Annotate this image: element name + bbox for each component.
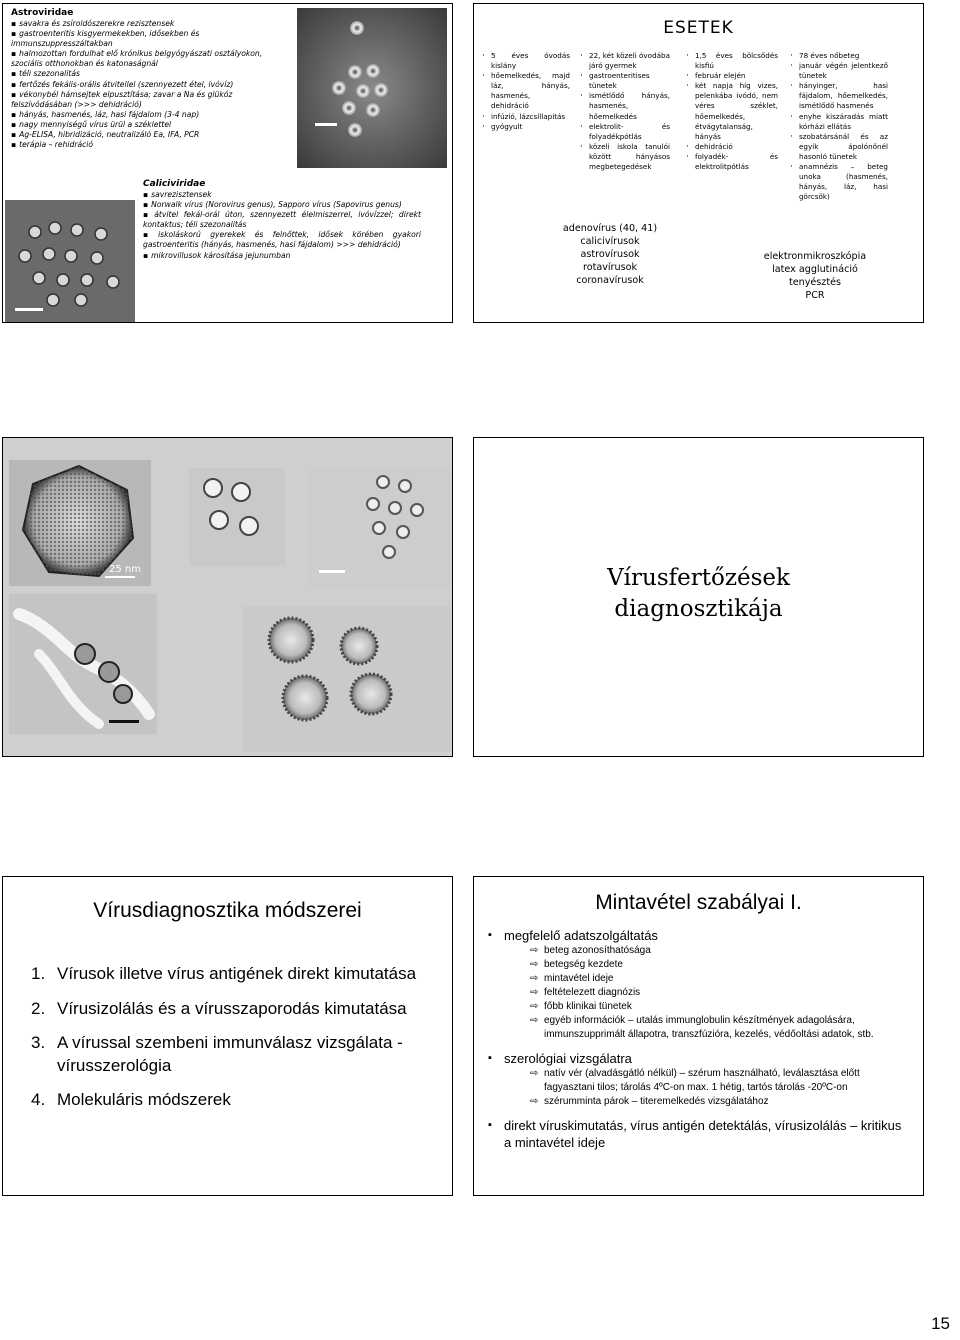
astroviridae-text — [11, 8, 286, 150]
diagnosztika-title-line2: diagnosztikája — [614, 596, 783, 622]
astro-item: ▪ gastroenteritis kisgyermekekben, idősekben és immunszuppresszáltakban — [11, 29, 286, 49]
scale-label: 25 nm — [109, 564, 141, 575]
case-item: · 1,5 éves bölcsődés kisfiú — [686, 51, 778, 71]
virus-item: astrovírusok — [580, 249, 640, 260]
case-item: · anamnézis – beteg unoka (hasmenés, hányás, láz, hasi görcsök) — [790, 162, 888, 202]
modszer-item — [31, 1032, 431, 1077]
astro-item: ▪ vékonybél hámsejtek elpusztítása; zavar a Na és glükóz felszívódásában (>>> dehidráció) — [11, 90, 286, 110]
calici-item: ▪ iskoláskorú gyerekek és felnőttek, idősek körében gyakori gastroenteritis (hányás, hasmenés, hasi fájdalom) >>> dehidráció) — [143, 230, 421, 250]
case-item: · elektrolit- és folyadékpótlás — [580, 122, 670, 142]
mintavetel-subitem: ⇨ szérumminta párok – titeremelkedés vizsgálatához — [530, 1096, 769, 1107]
micrograph-calicivirus-small — [189, 468, 285, 570]
mintavetel-subitem: ⇨ betegség kezdete — [530, 959, 623, 970]
modszer-num: 1. — [31, 964, 46, 983]
arrow-icon: ⇨ — [530, 1015, 539, 1026]
case-item: · szobatársánál és az egyik ápolónőnél hasonló tünetek — [790, 132, 888, 162]
calici-item: ▪ átvitel fekál-orál úton, szennyezett élelmiszerrel, ivóvízzel; direkt kontaktus; téli szezonalitás — [143, 210, 421, 230]
case-item: · hőemelkedés, majd láz, hányás, hasmenés, dehidráció — [482, 71, 570, 111]
method-item: elektronmikroszkópia — [763, 251, 867, 262]
case-item: · 22, két közeli óvodába járó gyermek — [580, 51, 670, 71]
astro-item: ▪ nagy mennyiségű vírus ürül a széklettel — [11, 120, 286, 130]
caliciviridae-text — [143, 178, 421, 261]
astro-item: ▪ fertőzés fekális-orális átvitellel (szennyezett étel, ivóvíz) — [11, 80, 286, 90]
method-item: tenyésztés — [788, 277, 842, 288]
mintavetel-section: ▪ szerológiai vizsgálatra — [488, 1050, 908, 1067]
slide-esetek — [473, 3, 924, 323]
method-item: latex agglutináció — [772, 264, 858, 275]
mintavetel-section: ▪ megfelelő adatszolgáltatás — [488, 927, 908, 944]
mintavetel-section: ▪ direkt víruskimutatás, vírus antigén detektálás, vírusizolálás – kritikus a mintavétel ideje — [488, 1117, 908, 1151]
virus-item: adenovírus (40, 41) — [562, 223, 658, 234]
mintavetel-subitem: ⇨ feltételezett diagnózis — [530, 987, 641, 998]
astro-item: ▪ Ag-ELISA, hibridizáció, neutralizáló Ea, IFA, PCR — [11, 130, 286, 140]
esetek-title: ESETEK — [663, 18, 734, 38]
case-2 — [580, 51, 670, 172]
slide-astroviridae — [2, 3, 453, 323]
slide-mintavetel — [473, 876, 924, 1196]
case-1 — [482, 51, 570, 132]
mintavetel-subitem: ⇨ főbb klinikai tünetek — [530, 1001, 632, 1012]
caliciviridae-title: Caliciviridae — [143, 179, 206, 189]
virus-item: calicivírusok — [580, 236, 640, 247]
virus-list — [550, 222, 670, 287]
modszer-num: 2. — [31, 998, 46, 1018]
case-item: · két napja híg vizes, pelenkába ivódó, nem véres széklet, hőemelkedés, étvágytalanság, hányás — [686, 81, 778, 142]
micrograph-coronavirus — [243, 606, 451, 756]
case-3 — [686, 51, 778, 172]
slide-diagnosztika-title — [473, 437, 924, 757]
case-item: · 78 éves nőbeteg — [790, 51, 888, 61]
micrograph-rotavirus — [9, 594, 157, 738]
mintavetel-subitem: ⇨ mintavétel ideje — [530, 973, 614, 984]
case-item: · gastroenteritises tünetek — [580, 71, 670, 91]
case-item: · hányinger, hasi fájdalom, hőemelkedés, ismétlődő hasmenés — [790, 81, 888, 111]
astro-item: ▪ halmozottan fordulhat elő krónikus belgyógyászati osztályokon, szociális otthonokban és katonaságnál — [11, 49, 286, 69]
diagnosztika-title — [474, 563, 923, 625]
arrow-icon: ⇨ — [530, 973, 539, 984]
arrow-icon: ⇨ — [530, 1068, 539, 1079]
micrograph-calicivirus — [5, 200, 135, 322]
case-item: · enyhe kiszáradás miatt kórházi ellátás — [790, 112, 888, 132]
case-item: · közeli iskola tanulói között hányásos megbetegedések — [580, 142, 670, 172]
modszerek-title: Vírusdiagnosztika módszerei — [93, 899, 362, 922]
mintavetel-subitem: ⇨ egyéb információk – utalás immunglobulin készítmények adagolására, immunszupprimált állapotra, transzfúzióra, kezelés, védőoltási adatok, stb. — [530, 1015, 874, 1040]
method-item: PCR — [805, 290, 825, 301]
modszer-text: Vírusok illetve vírus antigének direkt kimutatása — [57, 964, 417, 983]
astro-item: ▪ savakra és zsíroldószerekre rezisztensek — [11, 19, 286, 29]
case-item: · dehidráció — [686, 142, 778, 152]
modszer-item — [31, 998, 431, 1021]
mintavetel-subitem: ⇨ natív vér (alvadásgátló nélkül) – szérum használható, leválasztása előtt fagyasztani tilos; tárolás 4ºC-on max. 1 hétig, tartós tárolás -20ºC-on — [530, 1068, 860, 1093]
arrow-icon: ⇨ — [530, 1001, 539, 1012]
case-item: · február elején — [686, 71, 778, 81]
arrow-icon: ⇨ — [530, 987, 539, 998]
micrograph-adenovirus — [9, 460, 151, 590]
micrograph-astrovirus-top — [297, 8, 447, 168]
slide-modszerek — [2, 876, 453, 1196]
case-4 — [790, 51, 888, 202]
modszer-num: 3. — [31, 1033, 46, 1052]
mintavetel-title: Mintavétel szabályai I. — [595, 891, 802, 914]
modszer-num: 4. — [31, 1090, 46, 1109]
case-item: · folyadék- és elektrolitpótlás — [686, 152, 778, 172]
modszer-item — [31, 963, 431, 986]
case-item: · infúzió, lázcsillapítás — [482, 112, 570, 122]
modszer-item — [31, 1089, 431, 1112]
calici-item: ▪ savrezisztensek — [143, 190, 421, 200]
astro-item: ▪ téli szezonalitás — [11, 69, 286, 79]
calici-item: ▪ mikrovillusok károsítása jejunumban — [143, 251, 421, 261]
modszer-text: Molekuláris módszerek — [57, 1090, 231, 1109]
arrow-icon: ⇨ — [530, 945, 539, 956]
arrow-icon: ⇨ — [530, 959, 539, 970]
case-item: · gyógyult — [482, 122, 570, 132]
micrograph-astrovirus — [309, 468, 449, 592]
method-list — [750, 250, 880, 302]
modszerek-list — [31, 963, 431, 1124]
mintavetel-body — [488, 927, 908, 1151]
astro-item: ▪ hányás, hasmenés, láz, hasi fájdalom (3-4 nap) — [11, 110, 286, 120]
diagnosztika-title-line1: Vírusfertőzések — [607, 565, 790, 591]
slide-micrographs — [2, 437, 453, 757]
virus-item: coronavírusok — [576, 275, 644, 286]
modszer-text: Vírusizolálás és a vírusszaporodás kimutatása — [57, 998, 407, 1018]
case-item: · ismétlődő hányás, hasmenés, hőemelkedés — [580, 91, 670, 121]
astroviridae-title: Astroviridae — [11, 8, 74, 18]
case-item: · január végén jelentkező tünetek — [790, 61, 888, 81]
arrow-icon: ⇨ — [530, 1096, 539, 1107]
page-number: 15 — [931, 1314, 950, 1333]
calici-item: ▪ Norwalk vírus (Norovirus genus), Sapporo vírus (Sapovirus genus) — [143, 200, 421, 210]
mintavetel-subitem: ⇨ beteg azonosíthatósága — [530, 945, 651, 956]
virus-item: rotavírusok — [582, 262, 638, 273]
astro-item: ▪ terápia – rehidráció — [11, 140, 286, 150]
modszer-text: A vírussal szembeni immunválasz vizsgálata - vírusszerológia — [57, 1033, 403, 1075]
case-item: · 5 éves óvodás kislány — [482, 51, 570, 71]
